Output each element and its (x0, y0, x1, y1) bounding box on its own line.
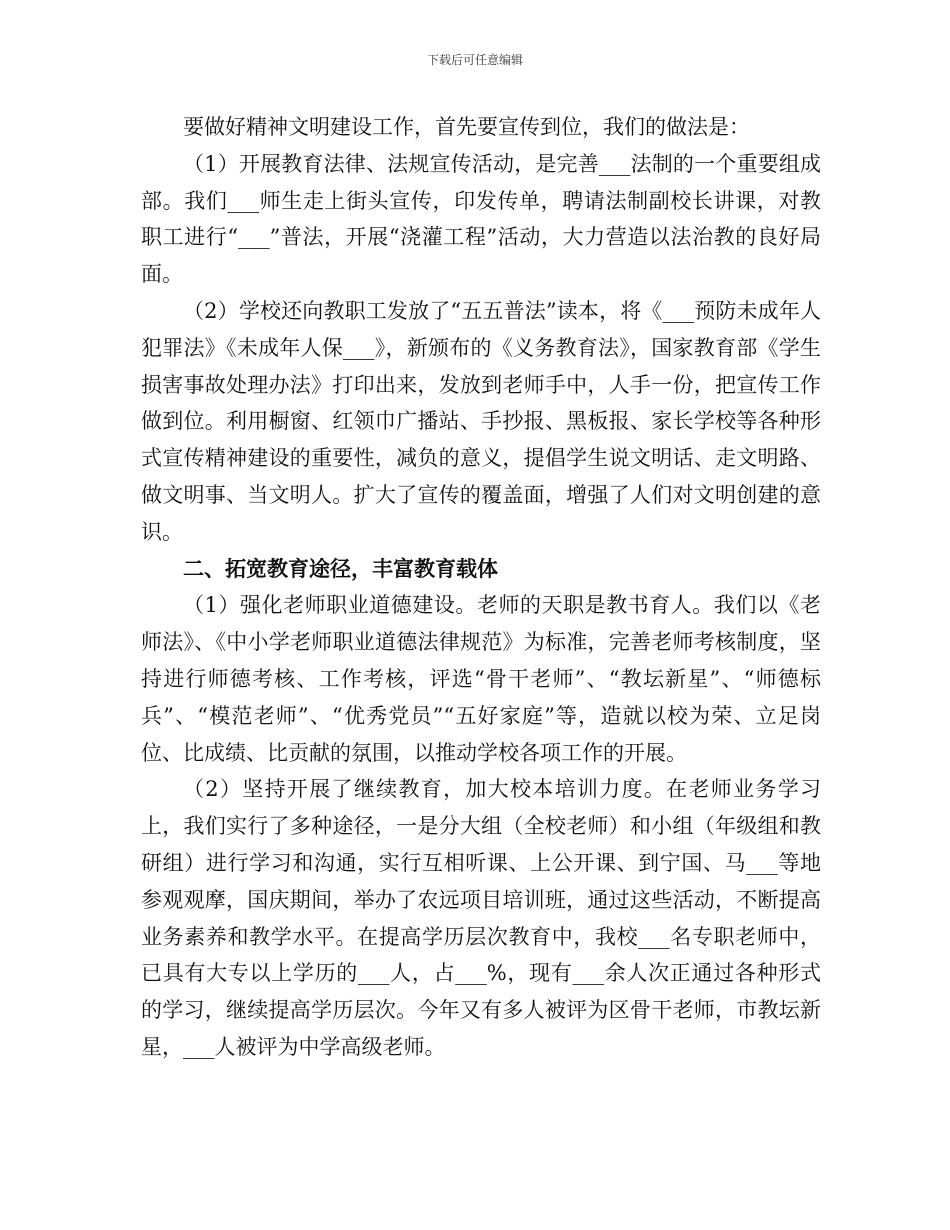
document-body (141, 109, 821, 1066)
page-header: 下载后可任意编辑 (426, 53, 523, 67)
intro-paragraph: 要做好精神文明建设工作，首先要宣传到位，我们的做法是： (183, 115, 750, 139)
paragraph-teacher-ethics: （1）强化老师职业道德建设。老师的天职是教书育人。我们以《老师法》、《中小学老师职业道德法律规范》为标准，完善老师考核制度，坚持进行师德考核、工作考核，评选“骨干老师”、“教坛新星”、“师德标兵”、“模范老师”、“优秀党员”“五好家庭”等，造就以校为荣、立足岗位、比成绩、比贡献的氛围，以推动学校各项工作的开展。 (141, 593, 821, 765)
paragraph-reading-materials: （2）学校还向教职工发放了“五五普法”读本，将《___预防未成年人犯罪法》《未成年人保___》，新颁布的《义务教育法》，国家教育部《学生损害事故处理办法》打印出来，发放到老师手中，人手一份，把宣传工作做到位。利用橱窗、红领巾广播站、手抄报、黑板报、家长学校等各种形式宣传精神建设的重要性，减负的意义，提倡学生说文明话、走文明路、做文明事、当文明人。扩大了宣传的覆盖面，增强了人们对文明创建的意识。 (141, 298, 821, 544)
paragraph-legal-publicity: （1）开展教育法律、法规宣传活动，是完善___法制的一个重要组成部。我们___师生走上街头宣传，印发传单，聘请法制副校长讲课，对教职工进行“___”普法，开展“浇灌工程”活动，大力营造以法治教的良好局面。 (141, 151, 821, 287)
paragraph-continuing-education: （2）坚持开展了继续教育，加大校本培训力度。在老师业务学习上，我们实行了多种途径，一是分大组（全校老师）和小组（年级组和教研组）进行学习和沟通，实行互相听课、上公开课、到宁国、马___等地参观观摩，国庆期间，举办了农远项目培训班，通过这些活动，不断提高业务素养和教学水平。在提高学历层次教育中，我校___名专职老师中，已具有大专以上学历的___人，占___%，现有___余人次正通过各种形式的学习，继续提高学历层次。今年又有多人被评为区骨干老师，市教坛新星，___人被评为中学高级老师。 (141, 777, 821, 1059)
section-heading: 二、拓宽教育途径，丰富教育载体 (183, 556, 498, 581)
